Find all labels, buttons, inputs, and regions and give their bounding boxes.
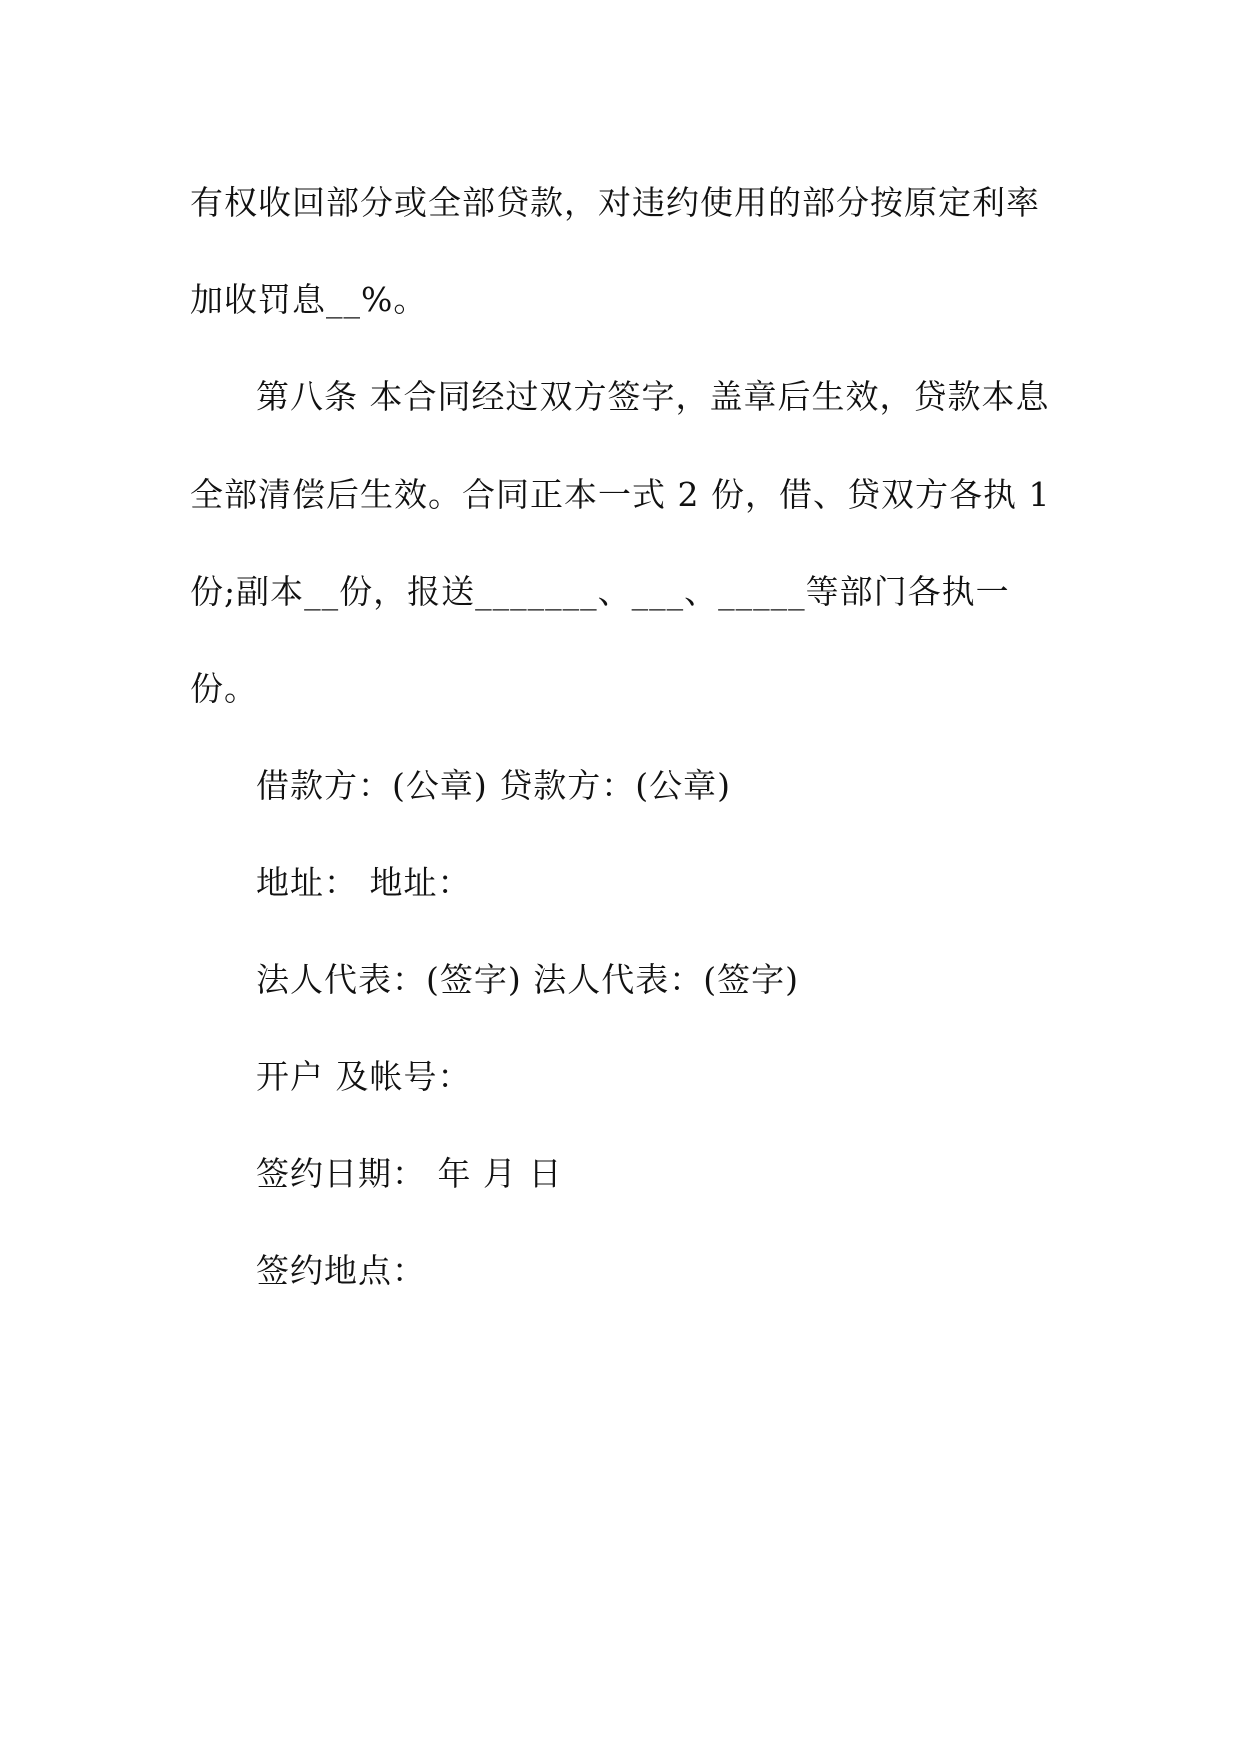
body-line-2: 加收罚息__%。: [190, 280, 428, 319]
article-8-line-3: 份;副本__份，报送_______、___、_____等部门各执一: [190, 572, 1010, 611]
legal-representative-line: 法人代表：(签字) 法人代表：(签字): [256, 960, 799, 999]
signing-date-line: 签约日期： 年 月 日: [256, 1154, 563, 1193]
article-8-line-1: 第八条 本合同经过双方签字，盖章后生效，贷款本息: [256, 377, 1050, 416]
address-line: 地址： 地址：: [256, 863, 472, 902]
signing-place-line: 签约地点：: [256, 1251, 426, 1290]
article-8-line-2: 全部清偿后生效。合同正本一式 2 份，借、贷双方各执 1: [190, 475, 1051, 514]
signatory-seal-line: 借款方：(公章) 贷款方：(公章): [256, 766, 731, 805]
article-8-line-4: 份。: [190, 669, 258, 708]
body-line-1: 有权收回部分或全部贷款，对违约使用的部分按原定利率: [190, 183, 1040, 222]
bank-account-line: 开户 及帐号：: [256, 1057, 472, 1096]
